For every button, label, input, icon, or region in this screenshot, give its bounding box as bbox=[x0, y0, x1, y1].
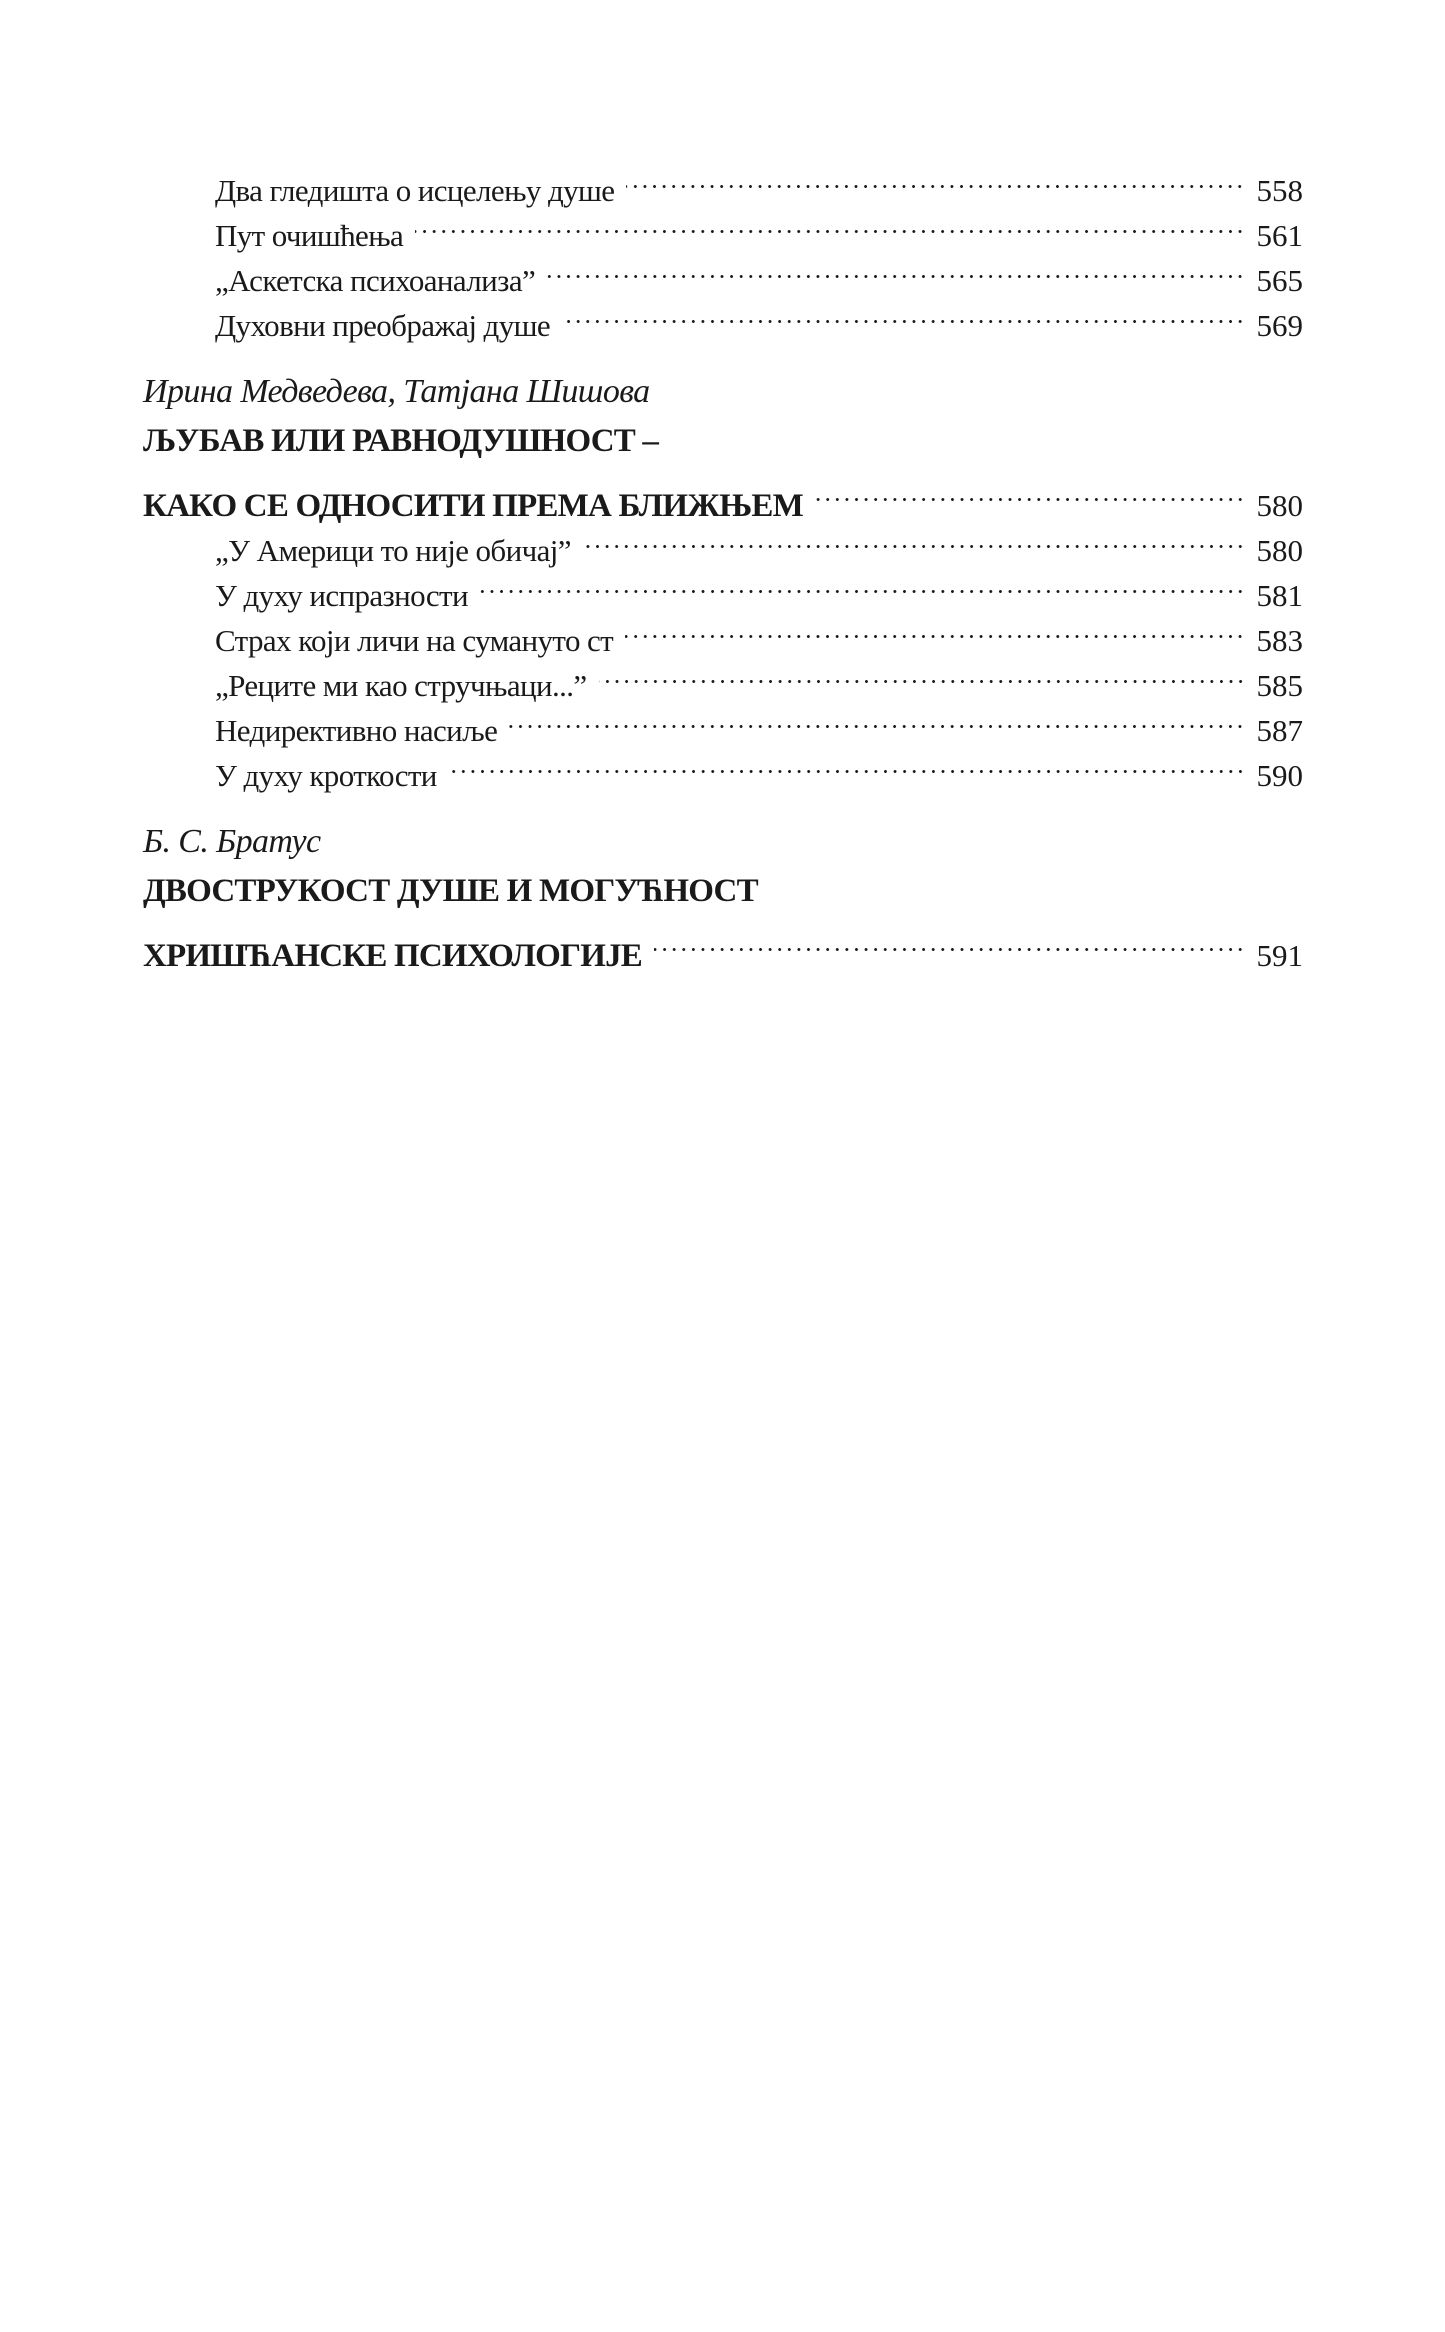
toc-entry-label: „Аскетска психоанализа” bbox=[215, 263, 536, 298]
dot-leader bbox=[562, 291, 1245, 336]
section-page: 591 bbox=[1256, 938, 1303, 973]
dot-leader bbox=[599, 651, 1245, 696]
toc-entry[interactable] bbox=[143, 156, 1303, 208]
dot-leader bbox=[449, 741, 1245, 786]
dot-leader bbox=[654, 916, 1245, 966]
toc-entry[interactable] bbox=[143, 561, 1303, 613]
toc-entry[interactable] bbox=[143, 741, 1303, 793]
toc-entry[interactable] bbox=[143, 606, 1303, 658]
toc-entry[interactable] bbox=[143, 651, 1303, 703]
section-author: Б. С. Братус bbox=[143, 823, 321, 860]
toc-entry-label: Страх који личи на сумануто ст bbox=[215, 623, 614, 658]
toc-entry[interactable] bbox=[143, 291, 1303, 343]
dot-leader bbox=[480, 561, 1245, 606]
section-title-line: ЉУБАВ ИЛИ РАВНОДУШНОСТ – bbox=[143, 423, 659, 459]
section-title-line: КАКО СЕ ОДНОСИТИ ПРЕМА БЛИЖЊЕМ bbox=[143, 488, 803, 524]
dot-leader bbox=[815, 466, 1245, 516]
toc-entry-label: Недирективно насиље bbox=[215, 713, 498, 748]
toc-entry[interactable] bbox=[143, 516, 1303, 568]
section-title-line: ДВОСТРУКОСТ ДУШЕ И МОГУЋНОСТ bbox=[143, 873, 758, 909]
toc-entry-page: 561 bbox=[1256, 218, 1303, 253]
toc-entry-page: 590 bbox=[1256, 758, 1303, 793]
toc-entry-label: „Реците ми као стручњаци...” bbox=[215, 668, 587, 703]
dot-leader bbox=[509, 696, 1245, 741]
section-page: 580 bbox=[1256, 488, 1303, 523]
dot-leader bbox=[547, 246, 1245, 291]
section-author: Ирина Медведева, Татјана Шишова bbox=[143, 373, 650, 410]
toc-entry-page: 587 bbox=[1256, 713, 1303, 748]
toc-entry-label: Пут очишћења bbox=[215, 218, 404, 253]
table-of-contents bbox=[143, 156, 1303, 974]
section-title-entry[interactable] bbox=[143, 466, 1303, 524]
toc-entry-page: 558 bbox=[1256, 173, 1303, 208]
toc-entry[interactable] bbox=[143, 696, 1303, 748]
toc-entry[interactable] bbox=[143, 246, 1303, 298]
dot-leader bbox=[625, 606, 1245, 651]
toc-entry[interactable] bbox=[143, 201, 1303, 253]
dot-leader bbox=[415, 201, 1245, 246]
toc-entry-label: „У Америци то није обичај” bbox=[215, 533, 571, 568]
toc-entry-page: 585 bbox=[1256, 668, 1303, 703]
toc-entry-page: 569 bbox=[1256, 308, 1303, 343]
toc-entry-label: Два гледишта о исцелењу душе bbox=[215, 173, 615, 208]
toc-entry-page: 580 bbox=[1256, 533, 1303, 568]
toc-entry-page: 581 bbox=[1256, 578, 1303, 613]
toc-entry-page: 565 bbox=[1256, 263, 1303, 298]
toc-entry-label: У духу кроткости bbox=[215, 758, 437, 793]
dot-leader bbox=[626, 156, 1245, 201]
dot-leader bbox=[583, 516, 1245, 561]
toc-entry-label: У духу испразности bbox=[215, 578, 468, 613]
section-title-entry[interactable] bbox=[143, 916, 1303, 974]
toc-entry-page: 583 bbox=[1256, 623, 1303, 658]
section-title-line: ХРИШЋАНСКЕ ПСИХОЛОГИЈЕ bbox=[143, 938, 642, 974]
toc-entry-label: Духовни преображај душе bbox=[215, 308, 551, 343]
